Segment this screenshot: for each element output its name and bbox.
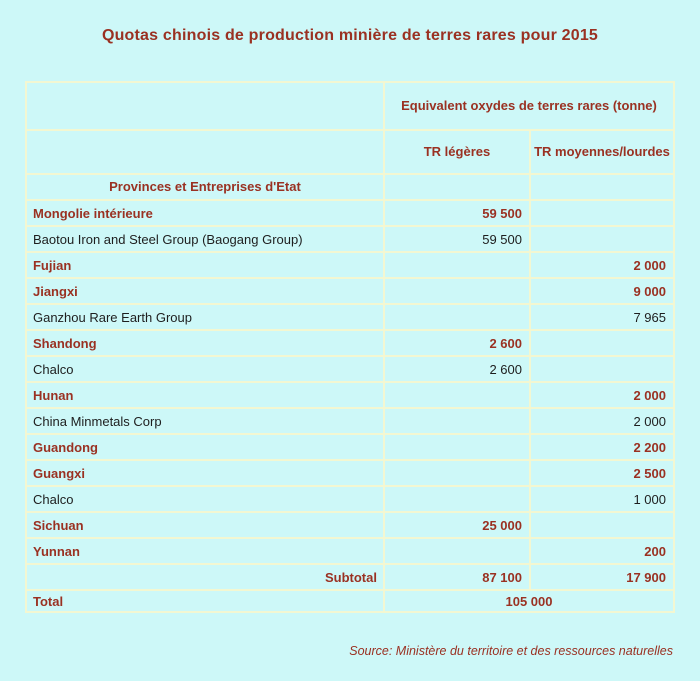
row-label: Jiangxi	[26, 278, 384, 304]
page-title: Quotas chinois de production minière de terres rares pour 2015	[101, 27, 599, 44]
group-header-units: Equivalent oxydes de terres rares (tonne)	[384, 82, 674, 130]
value-light	[384, 434, 530, 460]
quota-table	[25, 81, 675, 613]
empty-cell	[26, 130, 384, 174]
value-light: 2 600	[384, 330, 530, 356]
value-heavy	[530, 356, 674, 382]
value-heavy: 2 000	[530, 408, 674, 434]
value-light: 59 500	[384, 226, 530, 252]
table-row	[26, 538, 674, 564]
value-heavy	[530, 330, 674, 356]
row-label: Guangxi	[26, 460, 384, 486]
col-header-heavy: TR moyennes/lourdes	[530, 130, 674, 174]
row-label: Total	[26, 590, 384, 612]
table-row	[26, 226, 674, 252]
value-heavy	[530, 226, 674, 252]
row-label: Mongolie intérieure	[26, 200, 384, 226]
table-row	[26, 434, 674, 460]
table-row	[26, 252, 674, 278]
value-heavy: 7 965	[530, 304, 674, 330]
table-row	[26, 304, 674, 330]
value-heavy: 2 500	[530, 460, 674, 486]
source-note: Source: Ministère du territoire et des ressources naturelles	[349, 644, 673, 658]
value-light	[384, 408, 530, 434]
header-row-units	[26, 82, 674, 130]
header-row-provinces	[26, 174, 674, 200]
value-light: 2 600	[384, 356, 530, 382]
empty-cell	[384, 174, 530, 200]
table-row	[26, 356, 674, 382]
row-label: Fujian	[26, 252, 384, 278]
row-label: Sichuan	[26, 512, 384, 538]
value-heavy: 2 200	[530, 434, 674, 460]
row-label: Ganzhou Rare Earth Group	[26, 304, 384, 330]
table-body	[26, 200, 674, 612]
table-row	[26, 486, 674, 512]
row-label: Guandong	[26, 434, 384, 460]
value-heavy	[530, 512, 674, 538]
value-heavy: 1 000	[530, 486, 674, 512]
row-label: Hunan	[26, 382, 384, 408]
value-heavy	[530, 200, 674, 226]
value-heavy: 9 000	[530, 278, 674, 304]
row-label: Yunnan	[26, 538, 384, 564]
value-light	[384, 538, 530, 564]
corner-empty-cell	[26, 82, 384, 130]
table-row	[26, 382, 674, 408]
table-row	[26, 330, 674, 356]
value-heavy: 200	[530, 538, 674, 564]
table-row	[26, 408, 674, 434]
value-heavy: 17 900	[530, 564, 674, 590]
value-light	[384, 278, 530, 304]
value-light: 25 000	[384, 512, 530, 538]
row-label: Chalco	[26, 486, 384, 512]
table-row	[26, 460, 674, 486]
table-row	[26, 590, 674, 612]
value-light	[384, 304, 530, 330]
value-heavy: 2 000	[530, 252, 674, 278]
table-row	[26, 564, 674, 590]
value-light	[384, 486, 530, 512]
value-heavy: 2 000	[530, 382, 674, 408]
table-row	[26, 200, 674, 226]
row-label: Subtotal	[26, 564, 384, 590]
value-light	[384, 382, 530, 408]
empty-cell	[530, 174, 674, 200]
value-light	[384, 252, 530, 278]
row-label: Baotou Iron and Steel Group (Baogang Group)	[26, 226, 384, 252]
row-header-label: Provinces et Entreprises d'Etat	[26, 174, 384, 200]
col-header-light: TR légères	[384, 130, 530, 174]
total-value: 105 000	[384, 590, 674, 612]
header-row-columns	[26, 130, 674, 174]
table-row	[26, 278, 674, 304]
row-label: Shandong	[26, 330, 384, 356]
value-light: 59 500	[384, 200, 530, 226]
row-label: Chalco	[26, 356, 384, 382]
row-label: China Minmetals Corp	[26, 408, 384, 434]
table-row	[26, 512, 674, 538]
value-light: 87 100	[384, 564, 530, 590]
value-light	[384, 460, 530, 486]
